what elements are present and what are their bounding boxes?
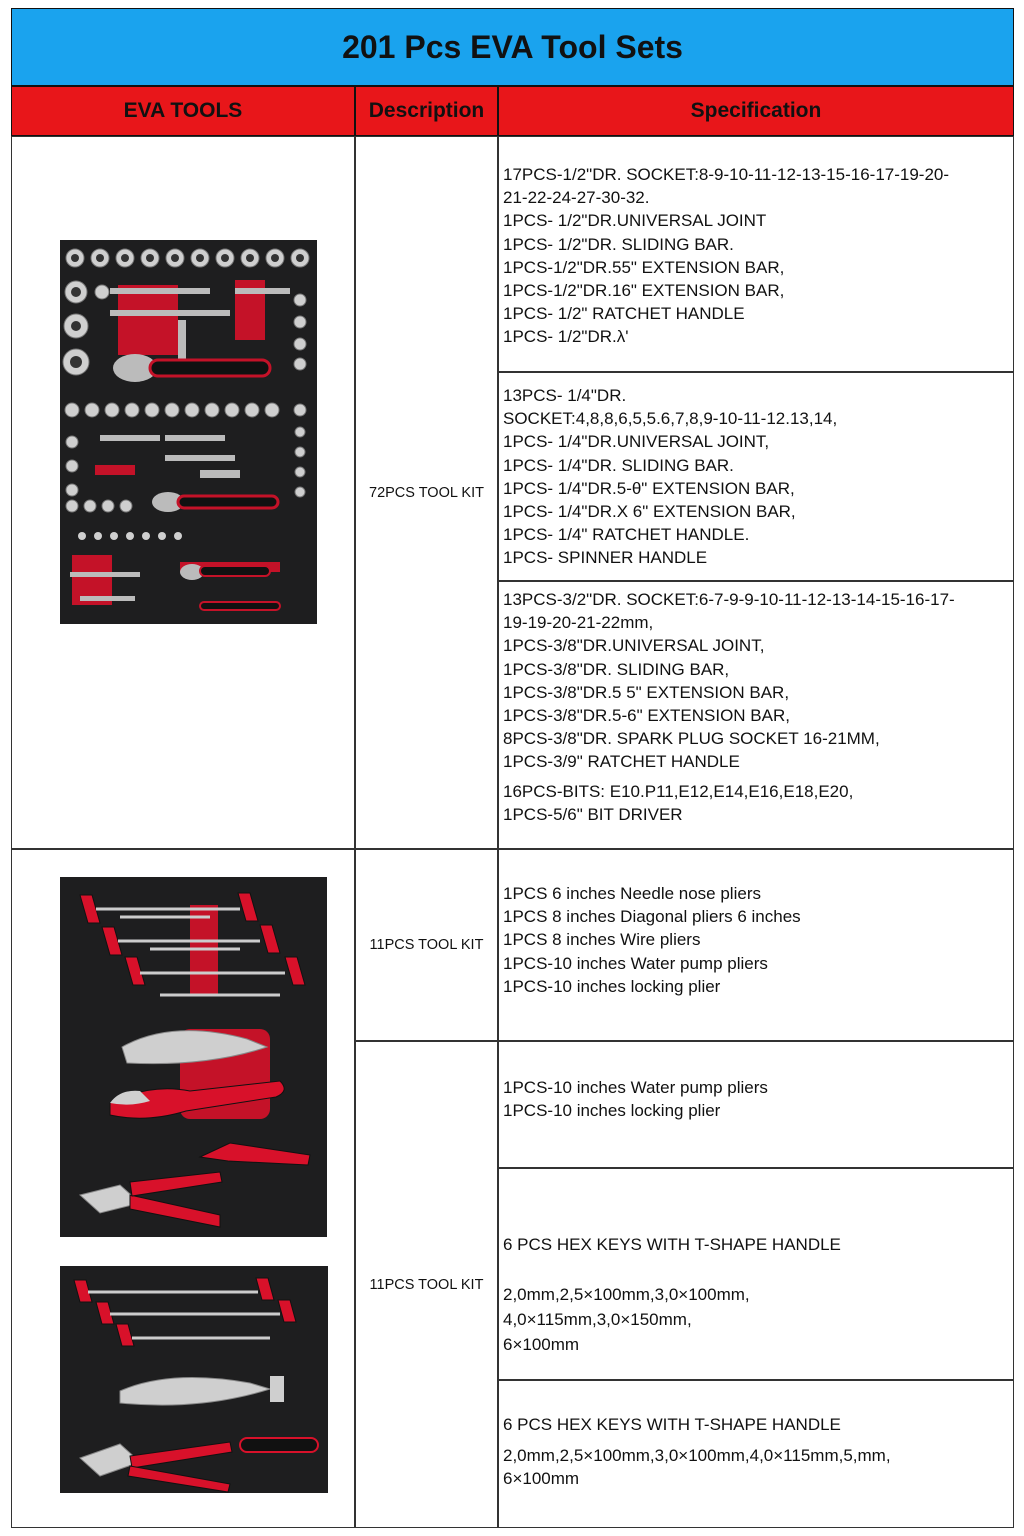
header-specification: Specification xyxy=(498,86,1014,136)
spec-pliers-2: 1PCS-10 inches Water pump pliers 1PCS-10 inches locking plier xyxy=(503,1078,768,1121)
spec-hex-keys-sizes-1: 2,0mm,2,5×100mm,3,0×100mm, 4,0×115mm,3,0×150mm, 6×100mm xyxy=(503,1285,750,1355)
spec-half-inch-drive: 17PCS-1/2"DR. SOCKET:8-9-10-11-12-13-15-16-17-19-20- 21-22-24-27-30-32. 1PCS- 1/2"DR.UNIVERSAL JOINT 1PCS- 1/2"DR. SLIDING BAR. 1PCS-1/2"DR.55" EXTENSION BAR, 1PCS-1/2"DR.16" EXTENSION BAR, 1PCS- 1/2" RATCHET HANDLE 1PCS- 1/2"DR.λ' xyxy=(503,165,950,347)
spec-cell-pliers-2 xyxy=(498,1041,1014,1168)
spec-hex-keys-title-2: 6 PCS HEX KEYS WITH T-SHAPE HANDLE xyxy=(503,1415,841,1434)
spec-cell-quarter-inch xyxy=(498,372,1014,581)
spec-hex-keys-title-1: 6 PCS HEX KEYS WITH T-SHAPE HANDLE xyxy=(503,1235,841,1254)
pliers-tray-illustration xyxy=(60,877,327,1237)
spec-cell-half-inch xyxy=(498,136,1014,372)
spec-cell-pliers xyxy=(498,849,1014,1041)
hex-key-tray-illustration xyxy=(60,1266,328,1493)
spec-cell-three-eighths xyxy=(498,581,1014,849)
page-title: 201 Pcs EVA Tool Sets xyxy=(11,8,1014,86)
header-description: Description xyxy=(355,86,498,136)
description-11pcs-b: 11PCS TOOL KIT xyxy=(355,1041,498,1528)
spec-quarter-inch-drive: 13PCS- 1/4"DR. SOCKET:4,8,8,6,5,5.6,7,8,9-10-11-12.13,14, 1PCS- 1/4"DR.UNIVERSAL JOINT, 1PCS- 1/4"DR. SLIDING BAR. 1PCS- 1/4"DR.5-θ" EXTENSION BAR, 1PCS- 1/4"DR.X 6" EXTENSION BAR, 1PCS- 1/4" RATCHET HANDLE. 1PCS- SPINNER HANDLE xyxy=(503,386,838,568)
spec-pliers: 1PCS 6 inches Needle nose pliers 1PCS 8 inches Diagonal pliers 6 inches 1PCS 8 inches Wire pliers 1PCS-10 inches Water pump pliers 1PCS-10 inches locking plier xyxy=(503,884,801,996)
description-11pcs-a: 11PCS TOOL KIT xyxy=(355,849,498,1041)
description-72pcs: 72PCS TOOL KIT xyxy=(355,136,498,849)
hex-key-tray-image xyxy=(60,1266,328,1493)
pliers-tray-image xyxy=(60,877,327,1237)
spec-cell-hex-keys-1 xyxy=(498,1168,1014,1380)
spec-hex-keys-sizes-2: 2,0mm,2,5×100mm,3,0×100mm,4,0×115mm,5,mm, 6×100mm xyxy=(503,1446,891,1489)
spec-bits: 16PCS-BITS: E10.P11,E12,E14,E16,E18,E20, 1PCS-5/6" BIT DRIVER xyxy=(503,781,854,824)
spec-three-eighths-drive: 13PCS-3/2"DR. SOCKET:6-7-9-9-10-11-12-13-14-15-16-17- 19-19-20-21-22mm, 1PCS-3/8"DR.UNIVERSAL JOINT, 1PCS-3/8"DR. SLIDING BAR, 1PCS-3/8"DR.5 5" EXTENSION BAR, 1PCS-3/8"DR.5-6" EXTENSION BAR, 8PCS-3/8"DR. SPARK PLUG SOCKET 16-21MM, 1PCS-3/9" RATCHET HANDLE xyxy=(503,590,955,772)
socket-tray-illustration xyxy=(60,240,317,624)
socket-tray-image xyxy=(60,240,317,624)
spec-cell-hex-keys-2 xyxy=(498,1380,1014,1528)
header-eva-tools: EVA TOOLS xyxy=(11,86,355,136)
